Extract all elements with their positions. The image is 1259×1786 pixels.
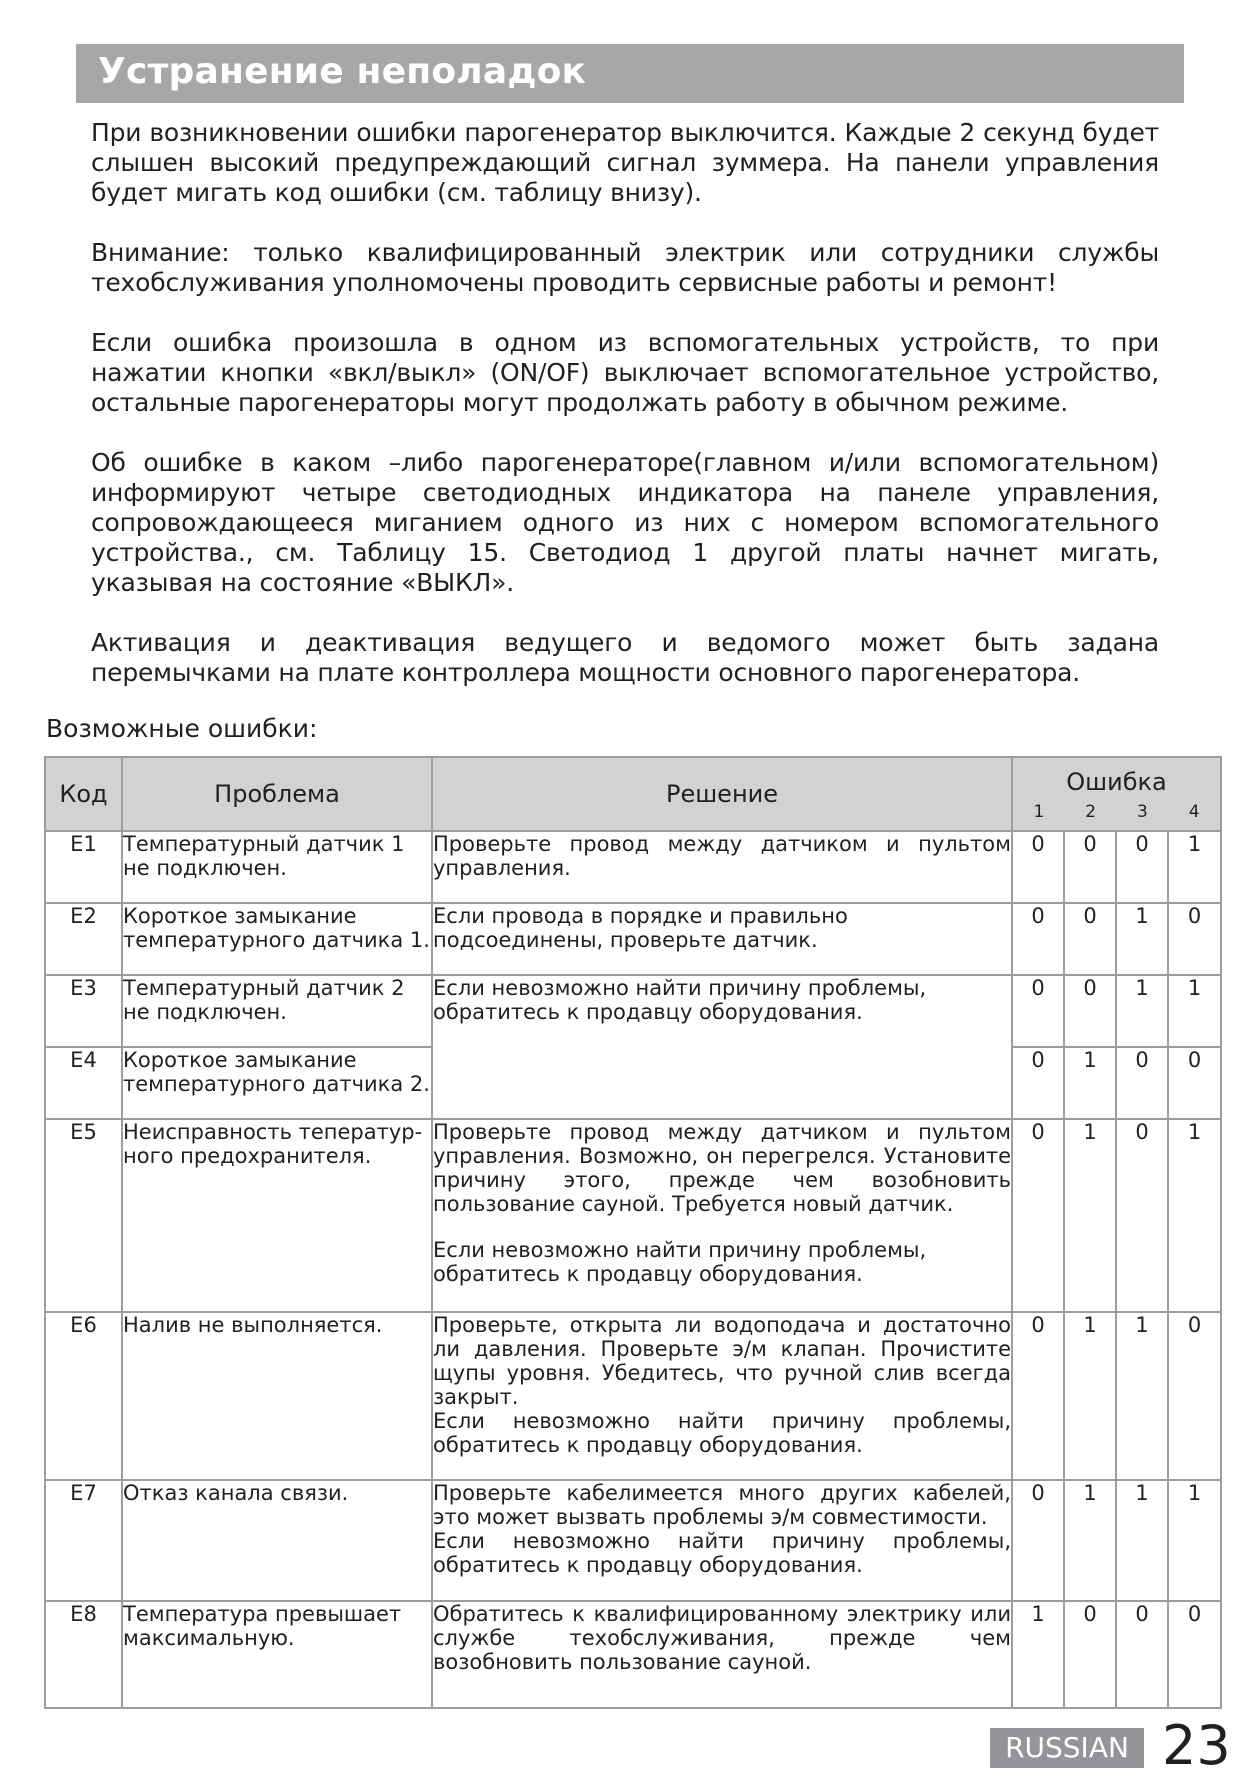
- table-row: [45, 1480, 1221, 1601]
- row-solution: [432, 1119, 1012, 1312]
- table-row: [45, 1312, 1221, 1480]
- row-solution: [432, 831, 1012, 903]
- row-code: E5: [45, 1119, 122, 1312]
- error-codes-table: [44, 756, 1222, 1709]
- row-problem: Налив не выполняется.: [122, 1312, 432, 1480]
- row-bit-1: 0: [1012, 975, 1064, 1047]
- header-error-title: Ошибка: [1066, 768, 1167, 796]
- row-problem: Короткое замыкание температурного датчика 1.: [122, 903, 432, 975]
- row-problem: Температурный датчик 2 не подключен.: [122, 975, 432, 1047]
- row-bit-4: 0: [1168, 1312, 1221, 1480]
- row-bit-2: 1: [1064, 1480, 1116, 1601]
- row-bit-2: 1: [1064, 1119, 1116, 1312]
- row-code: E7: [45, 1480, 122, 1601]
- solution-text: Обратитесь к квалифицированному электрику или службе техобслуживания, прежде чем возобновить пользование сауной.: [433, 1602, 1011, 1674]
- row-problem: Неисправность тепературного предохранителя.: [122, 1119, 432, 1312]
- row-bit-1: 0: [1012, 1047, 1064, 1119]
- header-error: [1012, 757, 1221, 831]
- row-bit-3: 1: [1116, 975, 1168, 1047]
- header-bit-4: 4: [1188, 802, 1200, 822]
- row-solution: [432, 1601, 1012, 1708]
- row-solution: [432, 1312, 1012, 1480]
- row-bit-4: 1: [1168, 975, 1221, 1047]
- solution-text: Если невозможно найти причину проблемы, обратитесь к продавцу оборудования.: [433, 1238, 927, 1286]
- solution-text: Проверьте провод между датчиком и пультом управления. Возможно, он перегрелся. Установите причину этого, прежде чем возобновить пользование сауной. Требуется новый датчик.: [433, 1120, 1011, 1216]
- paragraph-error-behavior: При возникновении ошибки парогенератор выключится. Каждые 2 секунд будет слышен высокий предупреждающий сигнал зуммера. На панели управления будет мигать код ошибки (см. таблицу внизу).: [91, 118, 1159, 207]
- header-bit-3: 3: [1136, 802, 1148, 822]
- solution-text: Проверьте кабелимеется много других кабелей, это может вызвать проблемы э/м совместимости.: [433, 1481, 1011, 1529]
- row-bit-1: 1: [1012, 1601, 1064, 1708]
- row-code: E4: [45, 1047, 122, 1119]
- row-bit-3: 0: [1116, 1119, 1168, 1312]
- header-bit-1: 1: [1033, 802, 1045, 822]
- row-bit-4: 1: [1168, 1480, 1221, 1601]
- solution-text: Если невозможно найти причину проблемы, обратитесь к продавцу оборудования.: [433, 1529, 1011, 1577]
- row-code: E2: [45, 903, 122, 975]
- page-title: Устранение неполадок: [98, 51, 587, 92]
- row-bit-4: 0: [1168, 1047, 1221, 1119]
- header-code: Код: [45, 757, 122, 831]
- row-bit-2: 0: [1064, 1601, 1116, 1708]
- row-bit-1: 0: [1012, 831, 1064, 903]
- row-code: E8: [45, 1601, 122, 1708]
- paragraph-led-indicators: Об ошибке в каком –либо парогенераторе(главном и/или вспомогательном) информируют четыре светодиодных индикатора на панеле управления, сопровождающееся миганием одного из них с номером вспомогательного устройства., см. Таблицу 15. Светодиод 1 другой платы начнет мигать, указывая на состояние «ВЫКЛ».: [91, 448, 1159, 597]
- row-bit-2: 1: [1064, 1047, 1116, 1119]
- header-error-bits: [1013, 802, 1220, 822]
- row-solution: [432, 1480, 1012, 1601]
- row-code: E1: [45, 831, 122, 903]
- row-bit-4: 1: [1168, 831, 1221, 903]
- header-problem: Проблема: [122, 757, 432, 831]
- row-solution: [432, 975, 1012, 1119]
- header-solution: Решение: [432, 757, 1012, 831]
- solution-text: Проверьте, открыта ли водоподача и достаточно ли давления. Проверьте э/м клапан. Прочистите щупы уровня. Убедитесь, что ручной слив всегда закрыт.: [433, 1313, 1011, 1409]
- table-row: [45, 1119, 1221, 1312]
- row-problem: Температура превышает максимальную.: [122, 1601, 432, 1708]
- paragraph-warning: Внимание: только квалифицированный электрик или сотрудники службы техобслуживания уполномочены проводить сервисные работы и ремонт!: [91, 238, 1159, 297]
- row-problem: Температурный датчик 1 не подключен.: [122, 831, 432, 903]
- row-bit-3: 1: [1116, 1312, 1168, 1480]
- row-bit-2: 0: [1064, 831, 1116, 903]
- row-bit-4: 0: [1168, 1601, 1221, 1708]
- row-bit-1: 0: [1012, 1480, 1064, 1601]
- row-bit-3: 0: [1116, 831, 1168, 903]
- language-tag: RUSSIAN: [990, 1728, 1144, 1768]
- errors-label: Возможные ошибки:: [46, 714, 318, 743]
- page-number: 23: [1162, 1714, 1231, 1777]
- row-bit-1: 0: [1012, 1312, 1064, 1480]
- row-bit-2: 0: [1064, 903, 1116, 975]
- header-bit-2: 2: [1085, 802, 1097, 822]
- row-bit-1: 0: [1012, 1119, 1064, 1312]
- solution-text: Если провода в порядке и правильно подсоединены, проверьте датчик.: [433, 904, 848, 952]
- table-row: [45, 1601, 1221, 1708]
- row-bit-1: 0: [1012, 903, 1064, 975]
- section-title-bar: [76, 44, 1184, 103]
- row-problem: Короткое замыкание температурного датчика 2.: [122, 1047, 432, 1119]
- solution-text: Если невозможно найти причину проблемы, обратитесь к продавцу оборудования.: [433, 976, 927, 1024]
- solution-text: Проверьте провод между датчиком и пультом управления.: [433, 832, 1011, 880]
- row-bit-4: 0: [1168, 903, 1221, 975]
- table-row: [45, 831, 1221, 903]
- row-bit-2: 0: [1064, 975, 1116, 1047]
- row-bit-3: 0: [1116, 1601, 1168, 1708]
- row-bit-2: 1: [1064, 1312, 1116, 1480]
- paragraph-aux-device: Если ошибка произошла в одном из вспомогательных устройств, то при нажатии кнопки «вкл/выкл» (ON/OF) выключает вспомогательное устройство, остальные парогенераторы могут продолжать работу в обычном режиме.: [91, 328, 1159, 417]
- row-code: E6: [45, 1312, 122, 1480]
- table-row: [45, 903, 1221, 975]
- table-row: [45, 975, 1221, 1047]
- row-code: E3: [45, 975, 122, 1047]
- table-header-row: [45, 757, 1221, 831]
- row-bit-4: 1: [1168, 1119, 1221, 1312]
- row-bit-3: 1: [1116, 1480, 1168, 1601]
- solution-text: Если невозможно найти причину проблемы, обратитесь к продавцу оборудования.: [433, 1409, 1011, 1457]
- row-problem: Отказ канала связи.: [122, 1480, 432, 1601]
- row-bit-3: 0: [1116, 1047, 1168, 1119]
- row-bit-3: 1: [1116, 903, 1168, 975]
- row-solution: [432, 903, 1012, 975]
- paragraph-master-slave: Активация и деактивация ведущего и ведомого может быть задана перемычками на плате контроллера мощности основного парогенератора.: [91, 628, 1159, 687]
